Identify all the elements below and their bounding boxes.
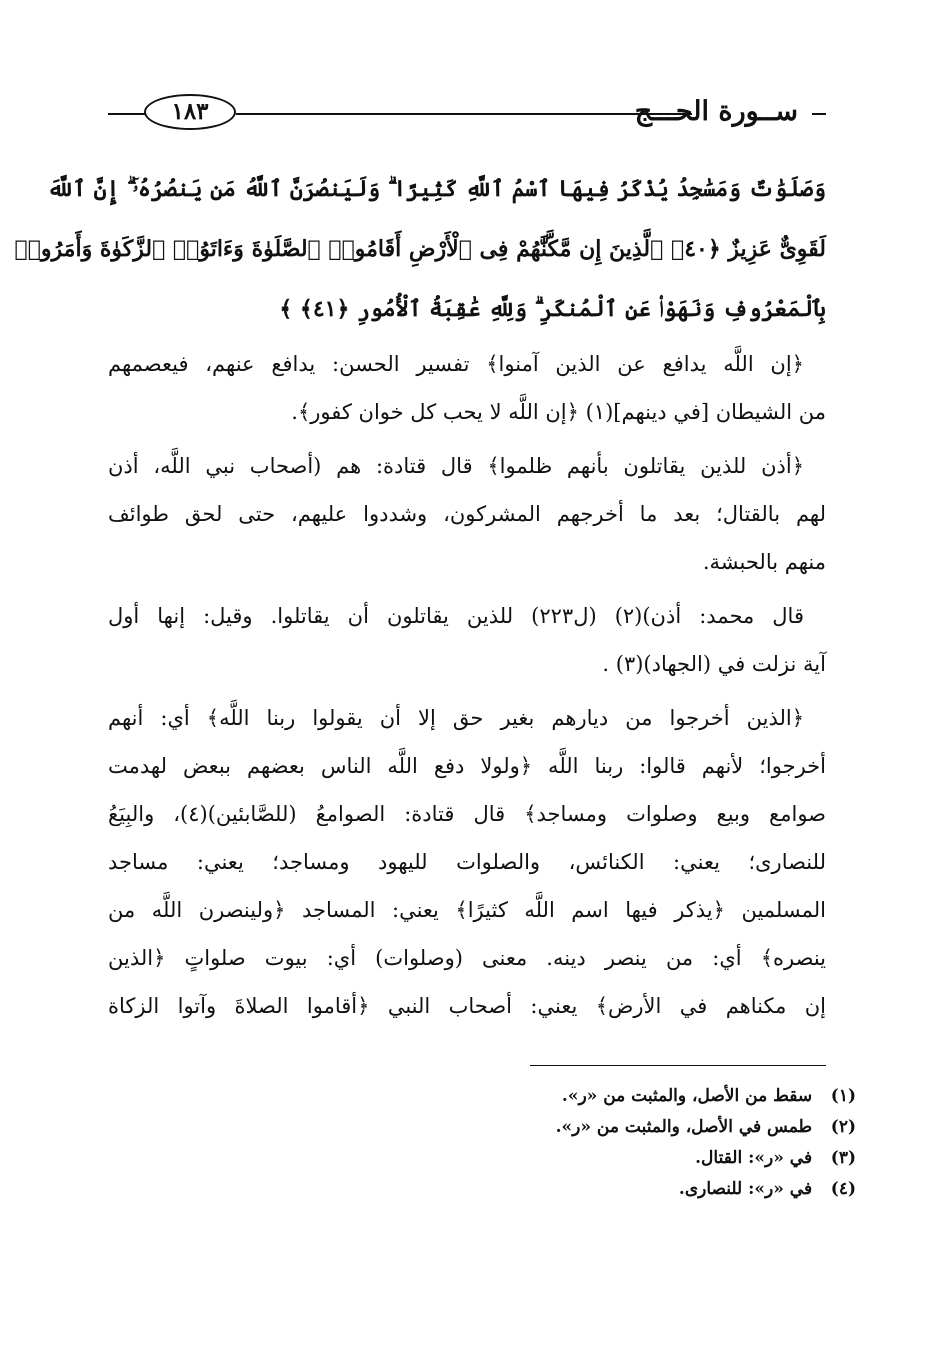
footnote: [300, 1143, 856, 1174]
commentary-body: [108, 340, 826, 1036]
footnotes: [300, 1081, 856, 1205]
text-line: منهم بالحبشة.: [702, 550, 826, 574]
page-number: ١٨٣: [144, 94, 236, 130]
paragraph: [108, 694, 826, 1030]
text-line: ﴿أذن للذين يقاتلون بأنهم ظلموا﴾ قال قتادة: هم (أصحاب نبي اللَّه، أذن: [108, 454, 804, 478]
footnote-text: في «ر»: القتال.: [695, 1148, 813, 1168]
footnote-text: طمس في الأصل، والمثبت من «ر».: [555, 1117, 813, 1137]
text-line: ﴿إن اللَّه يدافع عن الذين آمنوا﴾ تفسير الحسن: يدافع عنهم، فيعصمهم: [108, 352, 804, 376]
text-line: قال محمد: أذن)(٢) (ل٢٢٣) للذين يقاتلون أن يقاتلوا. وقيل: إنها أول: [108, 604, 804, 628]
text-line: ينصره﴾ أي: من ينصر دينه. معنى (وصلوات) أي: بيوت صلواتٍ ﴿الذين: [108, 946, 826, 970]
footnote-text: في «ر»: للنصارى.: [678, 1179, 813, 1199]
verse-line: وَصَلَوَٰتٌ وَمَسَٰجِدُ يُذْكَرُ فِيهَا ٱسْمُ ٱللَّهِ كَثِيرًا ۗ وَلَيَنصُرَنَّ ٱللَّهُ مَن يَنصُرُهُۥٓ ۗ إِنَّ ٱللَّهَ: [47, 176, 826, 202]
text-line: أخرجوا؛ لأنهم قالوا: ربنا اللَّه ﴿ولولا دفع اللَّه الناس بعضهم ببعض لهدمت: [108, 754, 826, 778]
footnote: [300, 1112, 856, 1143]
paragraph: [108, 340, 826, 436]
page-header: [108, 92, 826, 132]
text-line: إن مكناهم في الأرض﴾ يعني: أصحاب النبي ﴿أقاموا الصلاةَ وآتوا الزكاة: [108, 994, 826, 1018]
verse-line: لَقَوِىٌّ عَزِيزٌ ﴿٤٠﴾ ٱلَّذِينَ إِن مَّكَّنَّٰهُمْ فِى ٱلْأَرْضِ أَقَامُوا۟ ٱلصَّلَوٰةَ وَءَاتَوُا۟ ٱلزَّكَوٰةَ وَأَمَرُوا۟: [14, 236, 826, 262]
verse-line: بِٱلْمَعْرُوفِ وَنَهَوْا۟ عَنِ ٱلْمُنكَرِ ۗ وَلِلَّهِ عَٰقِبَةُ ٱلْأُمُورِ ﴿٤١﴾ ﴾: [279, 296, 826, 322]
text-line: من الشيطان [في دينهم](١) ﴿إن اللَّه لا يحب كل خوان كفور﴾.: [291, 400, 826, 424]
paragraph: [108, 442, 826, 586]
quran-verses: [14, 160, 826, 340]
text-line: للنصارى؛ يعني: الكنائس، والصلوات لليهود ومساجد؛ يعني: مساجد: [108, 850, 826, 874]
surah-title: ســورة الحـــج: [634, 96, 798, 127]
footnote-number: (١): [830, 1086, 856, 1106]
footnote-number: (٣): [830, 1148, 856, 1168]
footnote-separator: [530, 1065, 826, 1066]
text-line: لهم بالقتال؛ بعد ما أخرجهم المشركون، وشددوا عليهم، حتى لحق طوائف: [108, 502, 826, 526]
text-line: صوامع وبيع وصلوات ومساجد﴾ قال قتادة: الصوامعُ (للصَّابئين)(٤)، والبِيَعُ: [108, 802, 826, 826]
footnote: [300, 1174, 856, 1205]
text-line: ﴿الذين أخرجوا من ديارهم بغير حق إلا أن يقولوا ربنا اللَّه﴾ أي: أنهم: [108, 706, 804, 730]
footnote-number: (٤): [830, 1179, 856, 1199]
footnote: [300, 1081, 856, 1112]
text-line: المسلمين ﴿يذكر فيها اسم اللَّه كثيرًا﴾ يعني: المساجد ﴿ولينصرن اللَّه من: [108, 898, 826, 922]
paragraph: [108, 592, 826, 688]
header-rule-right: [812, 113, 826, 115]
footnote-number: (٢): [830, 1117, 856, 1137]
text-line: آية نزلت في (الجهاد)(٣) .: [602, 652, 826, 676]
header-rule-left: [108, 113, 146, 115]
footnote-text: سقط من الأصل، والمثبت من «ر».: [561, 1086, 813, 1106]
header-rule-middle: [236, 113, 692, 115]
